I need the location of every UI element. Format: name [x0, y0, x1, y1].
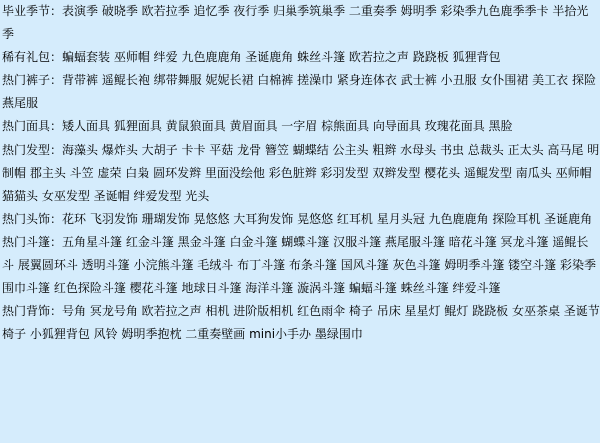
paragraph-popular-headwear: 热门头饰：花环 飞羽发饰 珊瑚发饰 晃悠悠 大耳狗发饰 晃悠悠 红耳机 星月头冠 九色鹿鹿角 探险耳机 圣诞鹿角	[2, 211, 593, 226]
paragraph-popular-masks: 热门面具：矮人面具 狐狸面具 黄鼠狼面具 黄眉面具 一字眉 棕熊面具 向导面具 玫瑰花面具 黑脸	[2, 119, 513, 134]
paragraph-popular-back-accessories: 热门背饰：号角 冥龙号角 欧若拉之声 相机 进阶版相机 红色雨伞 椅子 吊床 星星灯 鲲灯 跷跷板 女巫茶桌 圣诞节椅子 小狐狸背包 风铃 姆明季抱枕 二重奏壁画 mini小手办 墨绿围巾	[2, 304, 600, 342]
paragraph-popular-pants: 热门裤子：背带裤 遥鲲长袍 绑带舞服 妮妮长裙 白棉裤 搓澡巾 紧身连体衣 武士裤 小丑服 女仆围裙 美工衣 探险燕尾服	[2, 73, 596, 111]
paragraph-popular-capes: 热门斗篷：五角星斗篷 红金斗篷 黑金斗篷 白金斗篷 蝴蝶斗篷 汉服斗篷 燕尾服斗篷 暗花斗篷 冥龙斗篷 遥鲲长斗 展翼圆环斗 透明斗篷 小浣熊斗篷 毛绒斗 布丁斗篷 布条斗篷 国风斗篷 灰色斗篷 姆明季斗篷 镂空斗篷 彩染季围巾斗篷 红色探险斗篷 樱花斗篷 地球日斗篷 海洋斗篷 漩涡斗篷 蝙蝠斗篷 蛛丝斗篷 绊爱斗篷	[2, 234, 596, 296]
paragraph-rare-gift-packs: 稀有礼包：蝙蝠套装 巫师帽 绊爱 九色鹿鹿角 圣诞鹿角 蛛丝斗篷 欧若拉之声 跷跷板 狐狸背包	[2, 50, 501, 65]
paragraph-graduation-seasons: 毕业季节：表演季 破晓季 欧若拉季 追忆季 夜行季 归巢季筑巢季 二重奏季 姆明季 彩染季九色鹿季季卡 半拾光季	[2, 4, 589, 42]
paragraph-popular-hairstyles: 热门发型：海藻头 爆炸头 大胡子 卡卡 平菇 龙骨 簪笠 蝴蝶结 公主头 粗辫 水母头 书虫 总裁头 正太头 高马尾 明制帽 郡主头 斗笠 虚荣 白枭 圆环发辫 里面没绘他 彩色脏辫 彩羽发型 双辫发型 樱花头 遥鲲发型 南瓜头 巫师帽 猫猫头 女巫发型 圣诞帽 绊爱发型 光头	[2, 142, 600, 203]
